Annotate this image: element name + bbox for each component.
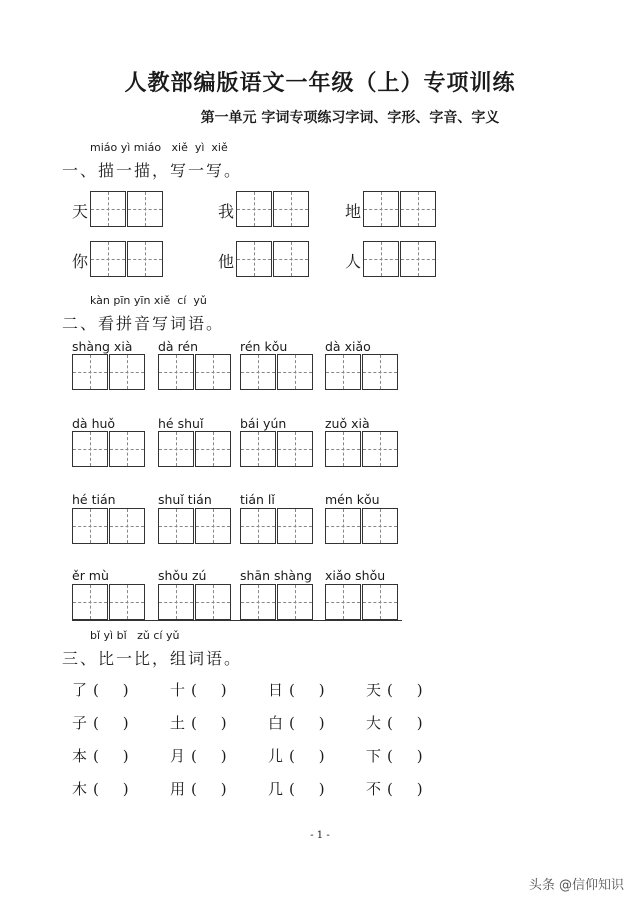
compare-char: 不 <box>366 780 382 798</box>
compare-item <box>170 745 227 766</box>
tian-grid-box <box>195 508 231 544</box>
compare-item <box>268 712 325 733</box>
blank-parentheses: ( ) <box>289 681 325 699</box>
section1-pinyin: miáo yì miáo xiě yì xiě <box>90 141 228 154</box>
compare-char: 月 <box>170 747 186 765</box>
tian-grid-box <box>277 431 313 467</box>
pinyin-label: dà huǒ <box>72 416 116 431</box>
tian-grid-box <box>72 354 108 390</box>
tian-grid-box <box>240 508 276 544</box>
tian-grid-box <box>158 508 194 544</box>
tian-grid-box <box>362 354 398 390</box>
pinyin-label: bái yún <box>240 416 287 431</box>
blank-parentheses: ( ) <box>289 714 325 732</box>
tian-grid-box <box>277 354 313 390</box>
compare-item <box>170 712 227 733</box>
tian-grid-box <box>158 584 194 620</box>
compare-item <box>72 679 129 700</box>
tian-grid-box <box>109 431 145 467</box>
blank-parentheses: ( ) <box>191 780 227 798</box>
tian-grid-box <box>362 431 398 467</box>
blank-parentheses: ( ) <box>387 714 423 732</box>
tian-grid-box <box>277 584 313 620</box>
blank-parentheses: ( ) <box>191 714 227 732</box>
tian-grid-box <box>363 241 399 277</box>
compare-item <box>366 712 423 733</box>
pinyin-label: shàng xià <box>72 339 133 354</box>
practice-char: 地 <box>345 202 362 221</box>
compare-item <box>268 679 325 700</box>
compare-item <box>366 679 423 700</box>
tian-grid-box <box>109 508 145 544</box>
blank-parentheses: ( ) <box>289 780 325 798</box>
compare-char: 儿 <box>268 747 284 765</box>
compare-char: 本 <box>72 747 88 765</box>
pinyin-label: zuǒ xià <box>325 416 370 431</box>
tian-grid-box <box>277 508 313 544</box>
tian-grid-box <box>109 584 145 620</box>
tian-grid-box <box>72 508 108 544</box>
tian-grid-box <box>109 354 145 390</box>
page-title: 人教部编版语文一年级（上）专项训练 <box>124 70 516 96</box>
pinyin-label: xiǎo shǒu <box>325 568 386 583</box>
blank-parentheses: ( ) <box>387 747 423 765</box>
tian-grid-box <box>72 584 108 620</box>
tian-grid-box <box>90 241 126 277</box>
tian-grid-box <box>158 354 194 390</box>
tian-grid-box <box>325 431 361 467</box>
tian-grid-box <box>240 354 276 390</box>
tian-grid-box <box>236 191 272 227</box>
pinyin-label: mén kǒu <box>325 492 380 507</box>
compare-char: 用 <box>170 780 186 798</box>
tian-grid-box <box>240 584 276 620</box>
blank-parentheses: ( ) <box>93 780 129 798</box>
tian-grid-box <box>363 191 399 227</box>
pinyin-label: shuǐ tián <box>158 492 212 507</box>
tian-grid-box <box>158 431 194 467</box>
compare-char: 了 <box>72 681 88 699</box>
blank-parentheses: ( ) <box>93 747 129 765</box>
compare-char: 十 <box>170 681 186 699</box>
pinyin-label: hé shuǐ <box>158 416 204 431</box>
blank-parentheses: ( ) <box>191 747 227 765</box>
tian-grid-box <box>400 241 436 277</box>
compare-char: 子 <box>72 714 88 732</box>
tian-grid-box <box>362 584 398 620</box>
tian-grid-box <box>72 431 108 467</box>
pinyin-label: tián lǐ <box>240 492 275 507</box>
pinyin-label: shān shàng <box>240 568 312 583</box>
blank-parentheses: ( ) <box>93 714 129 732</box>
practice-char: 人 <box>345 252 362 271</box>
compare-item <box>72 712 129 733</box>
practice-char: 天 <box>72 202 89 221</box>
tian-grid-box <box>240 431 276 467</box>
compare-item <box>268 778 325 799</box>
tian-grid-box <box>90 191 126 227</box>
compare-item <box>170 778 227 799</box>
section3-heading: 三、比一比，组词语。 <box>62 649 243 668</box>
compare-item <box>268 745 325 766</box>
blank-parentheses: ( ) <box>191 681 227 699</box>
pinyin-label: ěr mù <box>72 568 109 583</box>
compare-char: 土 <box>170 714 186 732</box>
pinyin-label: dà xiǎo <box>325 339 371 354</box>
blank-parentheses: ( ) <box>289 747 325 765</box>
compare-char: 日 <box>268 681 284 699</box>
compare-char: 下 <box>366 747 382 765</box>
blank-parentheses: ( ) <box>387 780 423 798</box>
compare-char: 几 <box>268 780 284 798</box>
compare-item <box>366 745 423 766</box>
section3-pinyin: bǐ yì bǐ zǔ cí yǔ <box>90 629 180 642</box>
pinyin-label: shǒu zú <box>158 568 207 583</box>
tian-grid-box <box>127 241 163 277</box>
tian-grid-box <box>236 241 272 277</box>
practice-char: 我 <box>218 202 235 221</box>
tian-grid-box <box>195 431 231 467</box>
compare-item <box>72 745 129 766</box>
compare-item <box>72 778 129 799</box>
tian-grid-box <box>400 191 436 227</box>
tian-grid-box <box>325 354 361 390</box>
tian-grid-box <box>273 241 309 277</box>
tian-grid-box <box>325 508 361 544</box>
pinyin-label: rén kǒu <box>240 339 288 354</box>
compare-char: 天 <box>366 681 382 699</box>
watermark: 头条 @信仰知识 <box>528 878 624 893</box>
compare-char: 木 <box>72 780 88 798</box>
tian-grid-box <box>127 191 163 227</box>
tian-grid-box <box>273 191 309 227</box>
practice-char: 他 <box>218 252 235 271</box>
pinyin-label: hé tián <box>72 492 116 507</box>
blank-parentheses: ( ) <box>93 681 129 699</box>
compare-item <box>366 778 423 799</box>
blank-parentheses: ( ) <box>387 681 423 699</box>
compare-char: 白 <box>268 714 284 732</box>
tian-grid-box <box>195 354 231 390</box>
pinyin-label: dà rén <box>158 339 199 354</box>
section1-heading: 一、描一描，写一写。 <box>62 161 243 180</box>
tian-grid-box <box>362 508 398 544</box>
compare-item <box>170 679 227 700</box>
tian-grid-box <box>325 584 361 620</box>
section2-heading: 二、看拼音写词语。 <box>62 314 225 333</box>
practice-char: 你 <box>72 252 89 271</box>
page-subtitle: 第一单元 字词专项练习字词、字形、字音、字义 <box>200 110 500 126</box>
compare-char: 大 <box>366 714 382 732</box>
tian-grid-box <box>195 584 231 620</box>
page-number: - 1 - <box>310 830 330 841</box>
writing-line <box>72 620 402 621</box>
section2-pinyin: kàn pīn yīn xiě cí yǔ <box>90 294 207 307</box>
